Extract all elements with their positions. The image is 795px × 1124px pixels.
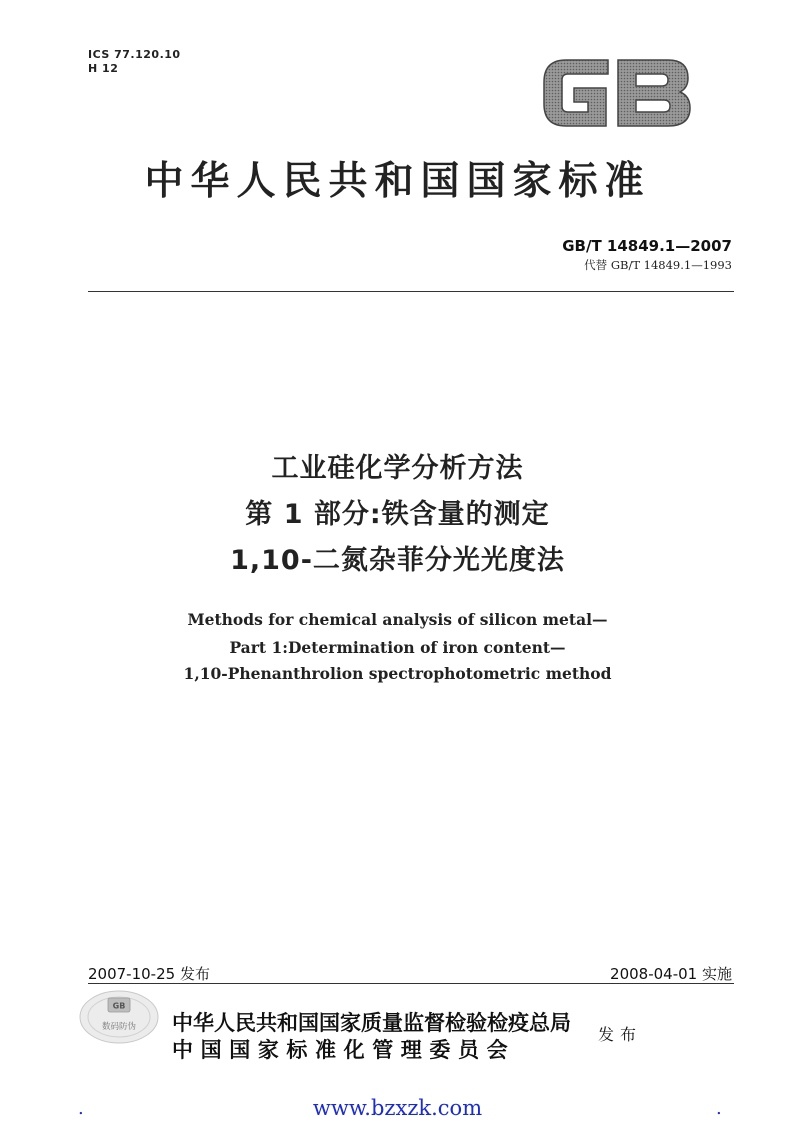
anti-counterfeit-stamp bbox=[78, 989, 160, 1045]
replaces-standard: 代替 GB/T 14849.1—1993 bbox=[584, 258, 732, 272]
title-en-line-2: Part 1:Determination of iron content— bbox=[229, 638, 566, 657]
issuer-aqsiq: 中华人民共和国国家质量监督检验检疫总局 bbox=[172, 1011, 571, 1035]
implement-date: 2008-04-01 实施 bbox=[610, 965, 732, 983]
national-standard-title: 中华人民共和国国家标准 bbox=[144, 159, 651, 204]
gb-logo-text: GB bbox=[536, 50, 538, 51]
title-en-line-3: 1,10-Phenanthrolion spectrophotometric method bbox=[183, 664, 612, 683]
title-cn-line-3: 1,10-二氮杂菲分光光度法 bbox=[230, 545, 565, 576]
standard-number: GB/T 14849.1—2007 bbox=[562, 237, 732, 255]
footer-dot-left: . bbox=[78, 1098, 84, 1119]
ccs-code: H 12 bbox=[88, 62, 119, 75]
issuer-sac: 中国国家标准化管理委员会 bbox=[172, 1038, 516, 1062]
bottom-divider bbox=[88, 983, 734, 984]
ics-code: ICS 77.120.10 bbox=[88, 48, 181, 61]
issue-date: 2007-10-25 发布 bbox=[88, 965, 210, 983]
title-cn-line-2: 第 1 部分:铁含量的测定 bbox=[245, 499, 550, 530]
svg-text:GB: GB bbox=[112, 1001, 126, 1011]
title-cn-line-1: 工业硅化学分析方法 bbox=[271, 453, 524, 484]
top-divider bbox=[88, 291, 734, 292]
title-en-line-1: Methods for chemical analysis of silicon metal— bbox=[187, 610, 608, 629]
footer-dot-right: . bbox=[716, 1098, 722, 1119]
gb-logo bbox=[536, 50, 696, 136]
publish-label: 发布 bbox=[598, 1025, 643, 1044]
stamp-text: 数码防伪 bbox=[101, 1022, 137, 1032]
footer-url[interactable]: www.bzxzk.com bbox=[312, 1096, 483, 1120]
